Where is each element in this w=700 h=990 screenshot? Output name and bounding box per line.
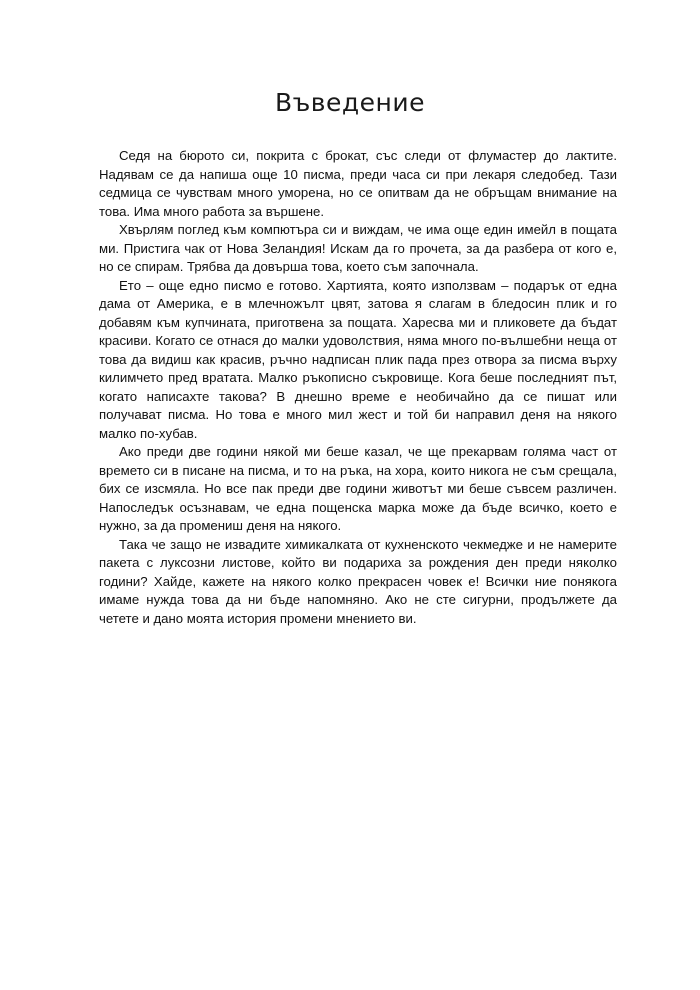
body-text xyxy=(99,147,617,628)
paragraph: Така че защо не извадите химикалката от кухненското чекмедже и не намерите пакета с луксозни листове, който ви подариха за рождения ден преди няколко години? Хайде, кажете на някого колко прекрасен човек е! Всички ние понякога имаме нужда това да ни бъде напомняно. Ако не сте сигурни, продължете да четете и дано моята история промени мнението ви. xyxy=(99,536,617,626)
paragraph: Ако преди две години някой ми беше казал, че ще прекарвам голяма част от времето си в писане на писма, и то на ръка, на хора, които никога не съм срещала, бих се изсмяла. Но все пак преди две години животът ми беше съвсем различен. Напоследък осъзнавам, че една пощенска марка може да бъде всичко, което е нужно, за да промениш деня на някого. xyxy=(99,444,617,533)
paragraph: Хвърлям поглед към компютъра си и виждам, че има още един имейл в пощата ми. Пристига чак от Нова Зеландия! Искам да го прочета, за да разбера от кого е, но се спирам. Трябва да довърша това, което съм започнала. xyxy=(99,222,617,274)
paragraph: Седя на бюрото си, покрита с брокат, със следи от флумастер до лактите. Надявам се да напиша още 10 писма, преди часа си при лекаря следобед. Тази седмица се чувствам много уморена, но се опитвам да не обръщам внимание на това. Има много работа за вършене. xyxy=(99,148,617,219)
page-title: Въведение xyxy=(274,88,426,117)
paragraph: Ето – още едно писмо е готово. Хартията, която използвам – подарък от една дама от Америка, е в млечножълт цвят, затова я слагам в бледосин плик и го добавям към купчината, приготвена за пощата. Харесва ми и пликовете да бъдат красиви. Когато се отнася до малки удоволствия, няма много по-вълшебни неща от това да видиш как красив, ръчно надписан плик пада през отвора за писма върху килимчето пред вратата. Малко ръкописно съкровище. Кога беше последният път, когато написахте такова? В днешно време е необичайно да се пишат или получават писма. Но това е много мил жест и той би направил деня на някого малко по-хубав. xyxy=(99,277,617,441)
